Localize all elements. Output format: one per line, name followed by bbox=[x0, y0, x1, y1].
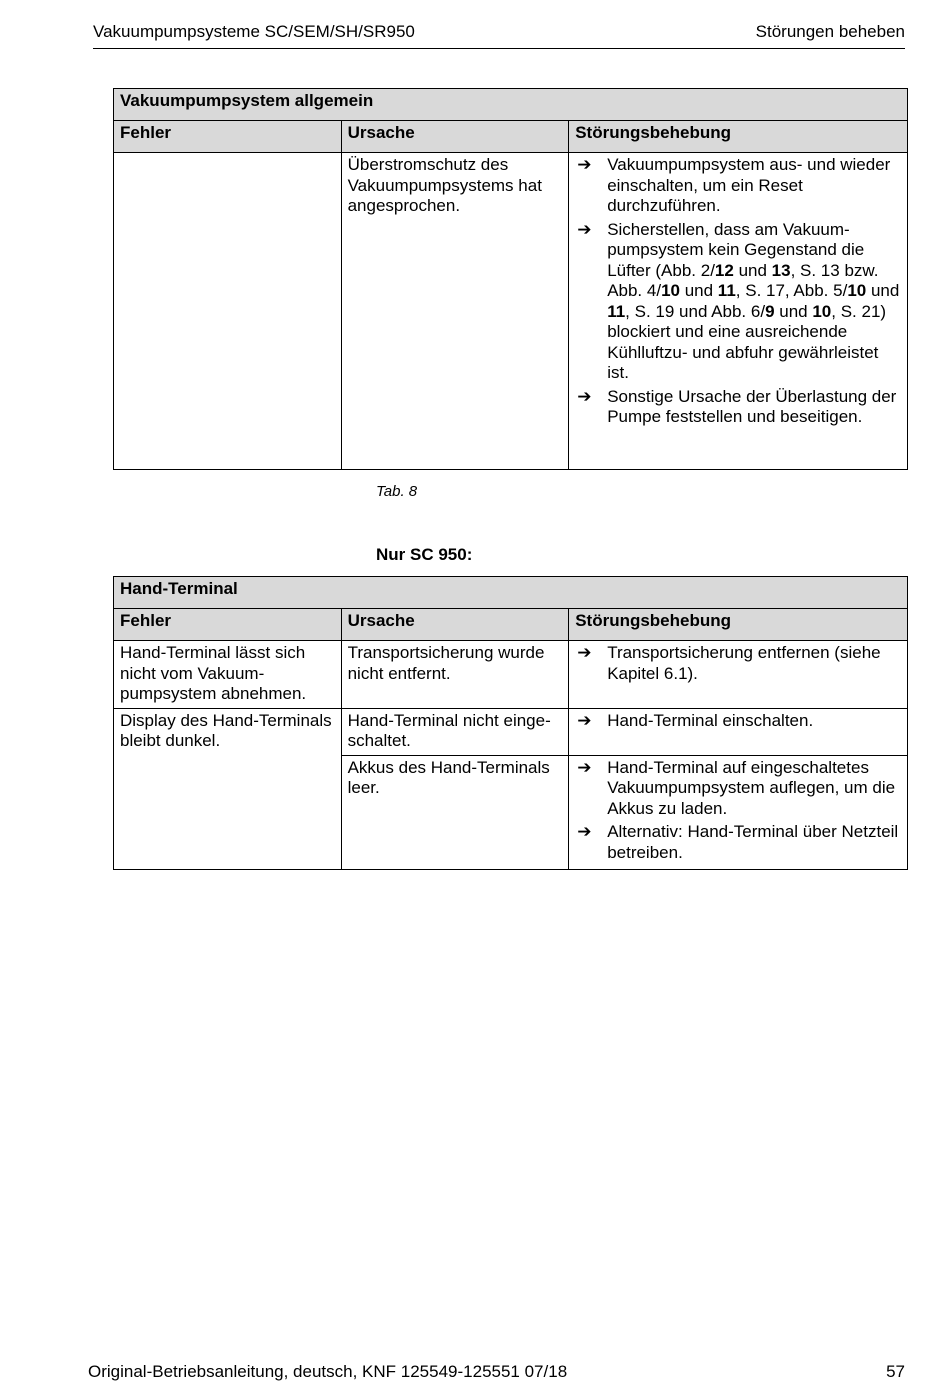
list-item bbox=[575, 822, 901, 863]
table1-cell-ursache: Überstromschutz des Vakuumpumpsystems hat angesprochen. bbox=[341, 153, 569, 470]
fix-text: Vakuumpumpsystem aus- und wieder einschalten, um ein Reset durchzuführen. bbox=[607, 155, 891, 215]
arrow-right-icon: ➔ bbox=[577, 822, 592, 841]
table1-cell-fehler bbox=[114, 153, 342, 470]
list-item bbox=[575, 758, 901, 820]
fix-text: Sonstige Ursache der Überlastung der Pumpe feststellen und beseitigen. bbox=[607, 386, 897, 426]
table2-cell-fixes bbox=[569, 755, 908, 870]
arrow-right-icon: ➔ bbox=[577, 757, 592, 777]
table2-cell-ursache: Transportsicherung wurde nicht entfernt. bbox=[341, 641, 569, 709]
fix-list bbox=[575, 155, 901, 428]
table1-title: Vakuumpumpsystem allgemein bbox=[114, 89, 908, 121]
fix-list bbox=[575, 758, 901, 864]
table2-cell-fehler: Display des Hand-Terminals bleibt dunkel. bbox=[114, 708, 342, 870]
fix-text: Hand-Terminal auf eingeschaltetes Vakuumpumpsystem auflegen, um die Akkus zu laden. bbox=[607, 757, 896, 818]
list-item bbox=[575, 643, 901, 684]
arrow-right-icon: ➔ bbox=[577, 219, 592, 239]
fix-text: Transportsicherung entfernen (siehe Kapitel 6.1). bbox=[607, 643, 881, 683]
table2-cell-ursache: Hand-Terminal nicht eingeschaltet. bbox=[341, 708, 569, 755]
fix-text: Sicherstellen, dass am Vakuumpumpsystem kein Gegenstand die Lüfter (Abb. 2/12 und 13, S. 13 bzw. Abb. 4/10 und 11, S. 17, Abb. 5/10 und 11, S. 19 und Abb. 6/9 und 10, S. 21) blockiert und eine ausreichende Kühlluftzu- und abfuhr gewährleistet ist. bbox=[607, 219, 900, 382]
footer-document-info: Original-Betriebsanleitung, deutsch, KNF 125549-125551 07/18 bbox=[88, 1362, 568, 1381]
fix-text: Hand-Terminal einschalten. bbox=[607, 710, 814, 730]
header-section-title: Störungen beheben bbox=[755, 22, 905, 41]
page-number: 57 bbox=[886, 1362, 905, 1381]
table-row bbox=[114, 153, 908, 470]
table2-header-stoerungsbehebung: Störungsbehebung bbox=[569, 609, 908, 641]
fix-text: Alternativ: Hand-Terminal über Netzteil betreiben. bbox=[607, 822, 899, 862]
list-item bbox=[575, 155, 901, 217]
fix-list bbox=[575, 643, 901, 684]
table2-header-fehler: Fehler bbox=[114, 609, 342, 641]
table-hand-terminal bbox=[113, 576, 908, 870]
list-item bbox=[575, 220, 901, 384]
section-label: Nur SC 950: bbox=[376, 545, 473, 564]
arrow-right-icon: ➔ bbox=[577, 155, 592, 174]
list-item bbox=[575, 711, 901, 732]
table-row bbox=[114, 708, 908, 755]
table1-cell-fixes bbox=[569, 153, 908, 470]
table2-header-ursache: Ursache bbox=[341, 609, 569, 641]
header-document-title: Vakuumpumpsysteme SC/SEM/SH/SR950 bbox=[93, 22, 415, 41]
page-header bbox=[93, 20, 905, 49]
table-vakuumpumpsystem-allgemein bbox=[113, 88, 908, 470]
table2-cell-fehler: Hand-Terminal lässt sich nicht vom Vakuumpumpsystem abnehmen. bbox=[114, 641, 342, 709]
table1-header-fehler: Fehler bbox=[114, 121, 342, 153]
table2-cell-fixes bbox=[569, 641, 908, 709]
arrow-right-icon: ➔ bbox=[577, 643, 592, 662]
list-item bbox=[575, 387, 901, 428]
table2-cell-ursache: Akkus des Hand-Terminals leer. bbox=[341, 755, 569, 870]
table1-header-stoerungsbehebung: Störungsbehebung bbox=[569, 121, 908, 153]
arrow-right-icon: ➔ bbox=[577, 386, 592, 406]
table-caption: Tab. 8 bbox=[376, 483, 418, 500]
arrow-right-icon: ➔ bbox=[577, 710, 592, 730]
fix-list bbox=[575, 711, 901, 732]
table-row bbox=[114, 641, 908, 709]
table2-title: Hand-Terminal bbox=[114, 577, 908, 609]
table2-cell-fixes bbox=[569, 708, 908, 755]
table1-header-ursache: Ursache bbox=[341, 121, 569, 153]
